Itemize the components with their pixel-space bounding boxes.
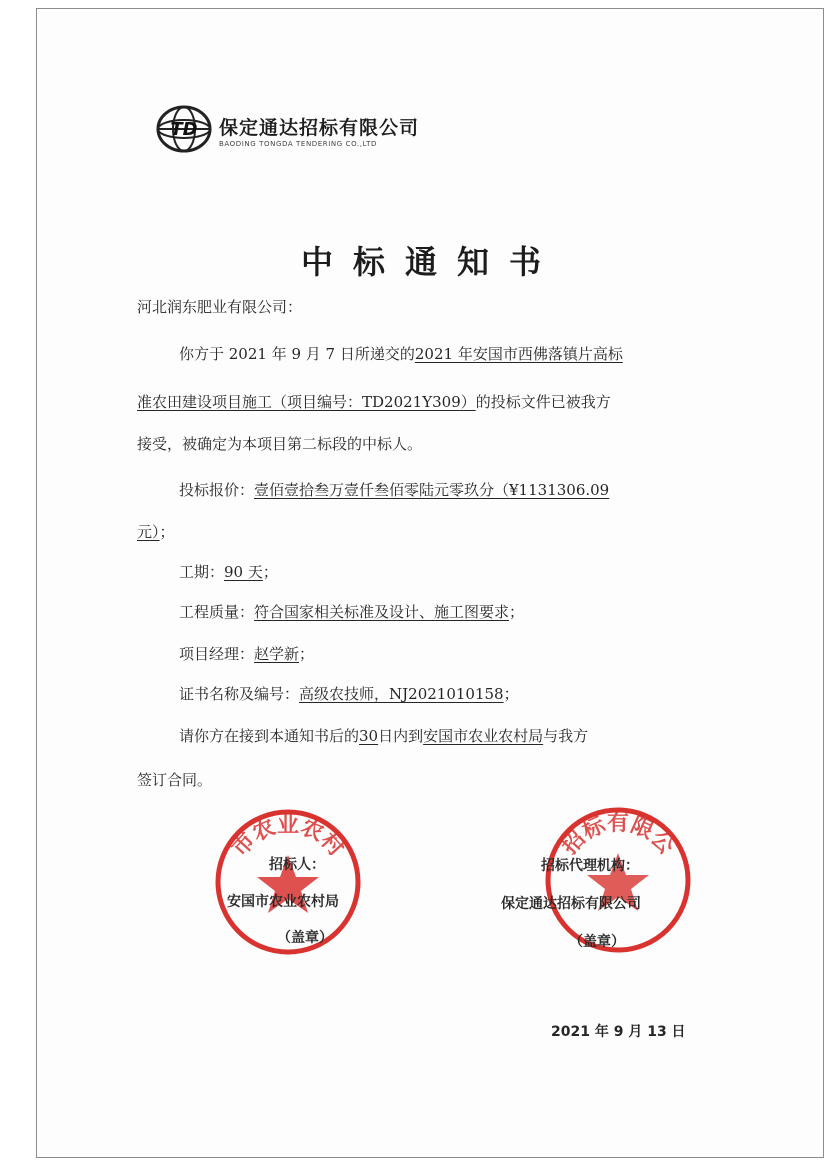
duration-line: 工期：90 天； (179, 563, 278, 581)
bid-price-value: 壹佰壹拾叁万壹仟叁佰零陆元零玖分（¥1131306.09 (254, 481, 610, 499)
manager-line: 项目经理：赵学新； (179, 645, 315, 663)
quality-value: 符合国家相关标准及设计、施工图要求 (254, 603, 510, 621)
company-name: 保定通达招标有限公司 (219, 117, 420, 139)
certificate-line: 证书名称及编号：高级农技师，NJ2021010158； (179, 685, 519, 703)
right-seal-note: （盖章） (569, 934, 625, 950)
certificate-value: 高级农技师，NJ2021010158 (299, 685, 504, 703)
issue-date: 2021 年 9 月 13 日 (551, 1024, 686, 1040)
svg-text:TD: TD (170, 119, 198, 140)
td-globe-logo-icon (155, 103, 213, 155)
bid-price-line-1: 投标报价：壹佰壹拾叁万壹仟叁佰零陆元零玖分（¥1131306.09 (179, 481, 610, 499)
left-seal-note: （盖章） (277, 930, 333, 946)
left-signer-name: 安国市农业农村局 (227, 894, 339, 910)
quality-line: 工程质量：符合国家相关标准及设计、施工图要求； (179, 603, 525, 621)
left-stamp-arc-text: 市农业农村 (226, 812, 350, 862)
document-title: 中标通知书 (300, 243, 561, 281)
closing-line-2: 签订合同。 (137, 771, 213, 789)
closing-line-1: 请你方在接到本通知书后的30日内到安国市农业农村局与我方 (179, 727, 589, 745)
duration-value: 90 天 (224, 563, 263, 581)
left-signer-label: 招标人： (269, 857, 325, 873)
right-stamp-arc-text: 招标有限公 (556, 810, 680, 860)
company-name-en: BAODING TONGDA TENDERING CO.,LTD (219, 140, 377, 148)
right-signer-name: 保定通达招标有限公司 (501, 896, 641, 912)
bid-price-line-2: 元）； (137, 523, 175, 541)
paragraph-1-line-1: 你方于 2021 年 9 月 7 日所递交的2021 年安国市西佛落镇片高标 (179, 345, 623, 363)
manager-value: 赵学新 (254, 645, 300, 663)
right-signer-label: 招标代理机构： (541, 858, 639, 874)
paragraph-1-line-2: 准农田建设项目施工（项目编号：TD2021Y309）的投标文件已被我方 (137, 393, 611, 411)
paragraph-1-line-3: 接受，被确定为本项目第二标段的中标人。 (137, 435, 423, 453)
addressee: 河北润东肥业有限公司： (137, 298, 303, 316)
notice-sheet (36, 8, 824, 1158)
